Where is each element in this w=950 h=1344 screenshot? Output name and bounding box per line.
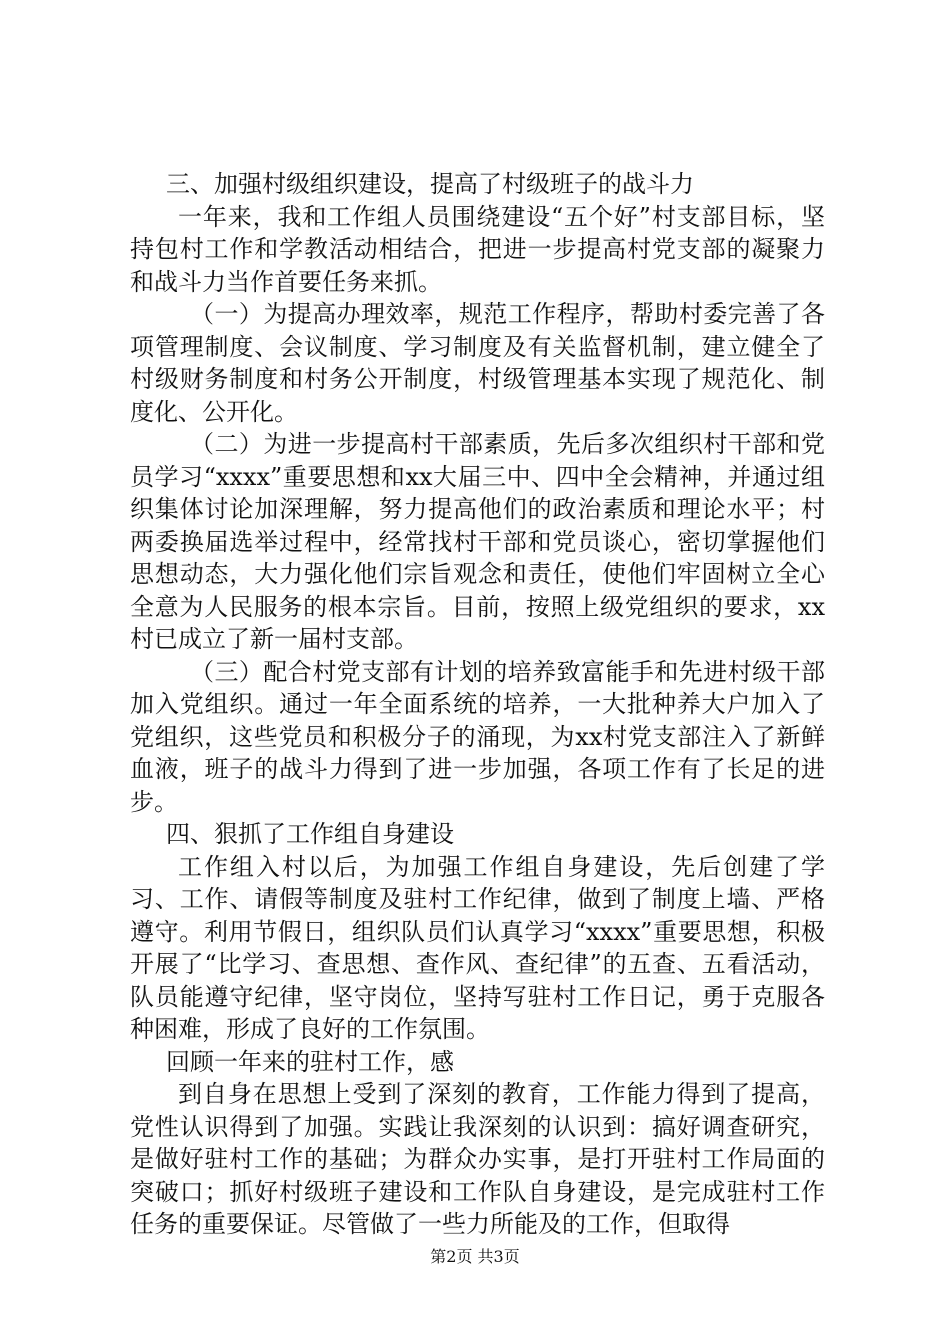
document-body <box>130 168 825 1241</box>
paragraph-review-lead: 回顾一年来的驻村工作，感 <box>166 1047 454 1076</box>
paragraph-review: 到自身在思想上受到了深刻的教育，工作能力得到了提高，党性认识得到了加强。实践让我深刻的认识到：搞好调查研究，是做好驻村工作的基础；为群众办实事，是打开驻村工作局面的突破口；抓好村级班子建设和工作队自身建设，是完成驻村工作任务的重要保证。尽管做了一些力所能及的工作，但取得 <box>130 1080 825 1238</box>
section-heading-3: 三、加强村级组织建设，提高了村级班子的战斗力 <box>166 170 694 198</box>
paragraph-item-3: （三）配合村党支部有计划的培养致富能手和先进村级干部加入党组织。通过一年全面系统的培养，一大批种养大户加入了党组织，这些党员和积极分子的涌现，为xx村党支部注入了新鲜血液，班子的战斗力得到了进一步加强，各项工作有了长足的进步。 <box>130 657 825 816</box>
page-footer <box>0 1247 950 1267</box>
paragraph-intro: 一年来，我和工作组人员围绕建设“五个好”村支部目标，坚持包村工作和学教活动相结合，把进一步提高村党支部的凝聚力和战斗力当作首要任务来抓。 <box>130 202 825 296</box>
section-heading-4: 四、狠抓了工作组自身建设 <box>166 820 454 848</box>
page-number: 第2页 共3页 <box>430 1247 520 1266</box>
paragraph-self-building: 工作组入村以后，为加强工作组自身建设，先后创建了学习、工作、请假等制度及驻村工作纪律，做到了制度上墙、严格遵守。利用节假日，组织队员们认真学习“xxxx”重要思想，积极开展了“比学习、查思想、查作风、查纪律”的五查、五看活动，队员能遵守纪律，坚守岗位，坚持写驻村工作日记，勇于克服各种困难，形成了良好的工作氛围。 <box>130 852 825 1043</box>
paragraph-item-2: （二）为进一步提高村干部素质，先后多次组织村干部和党员学习“xxxx”重要思想和xx大届三中、四中全会精神，并通过组织集体讨论加深理解，努力提高他们的政治素质和理论水平；村两委换届选举过程中，经常找村干部和党员谈心，密切掌握他们思想动态，大力强化他们宗旨观念和责任，使他们牢固树立全心全意为人民服务的根本宗旨。目前，按照上级党组织的要求，xx村已成立了新一届村支部。 <box>130 430 825 653</box>
paragraph-item-1: （一）为提高办理效率，规范工作程序，帮助村委完善了各项管理制度、会议制度、学习制度及有关监督机制，建立健全了村级财务制度和村务公开制度，村级管理基本实现了规范化、制度化、公开化。 <box>130 300 825 426</box>
